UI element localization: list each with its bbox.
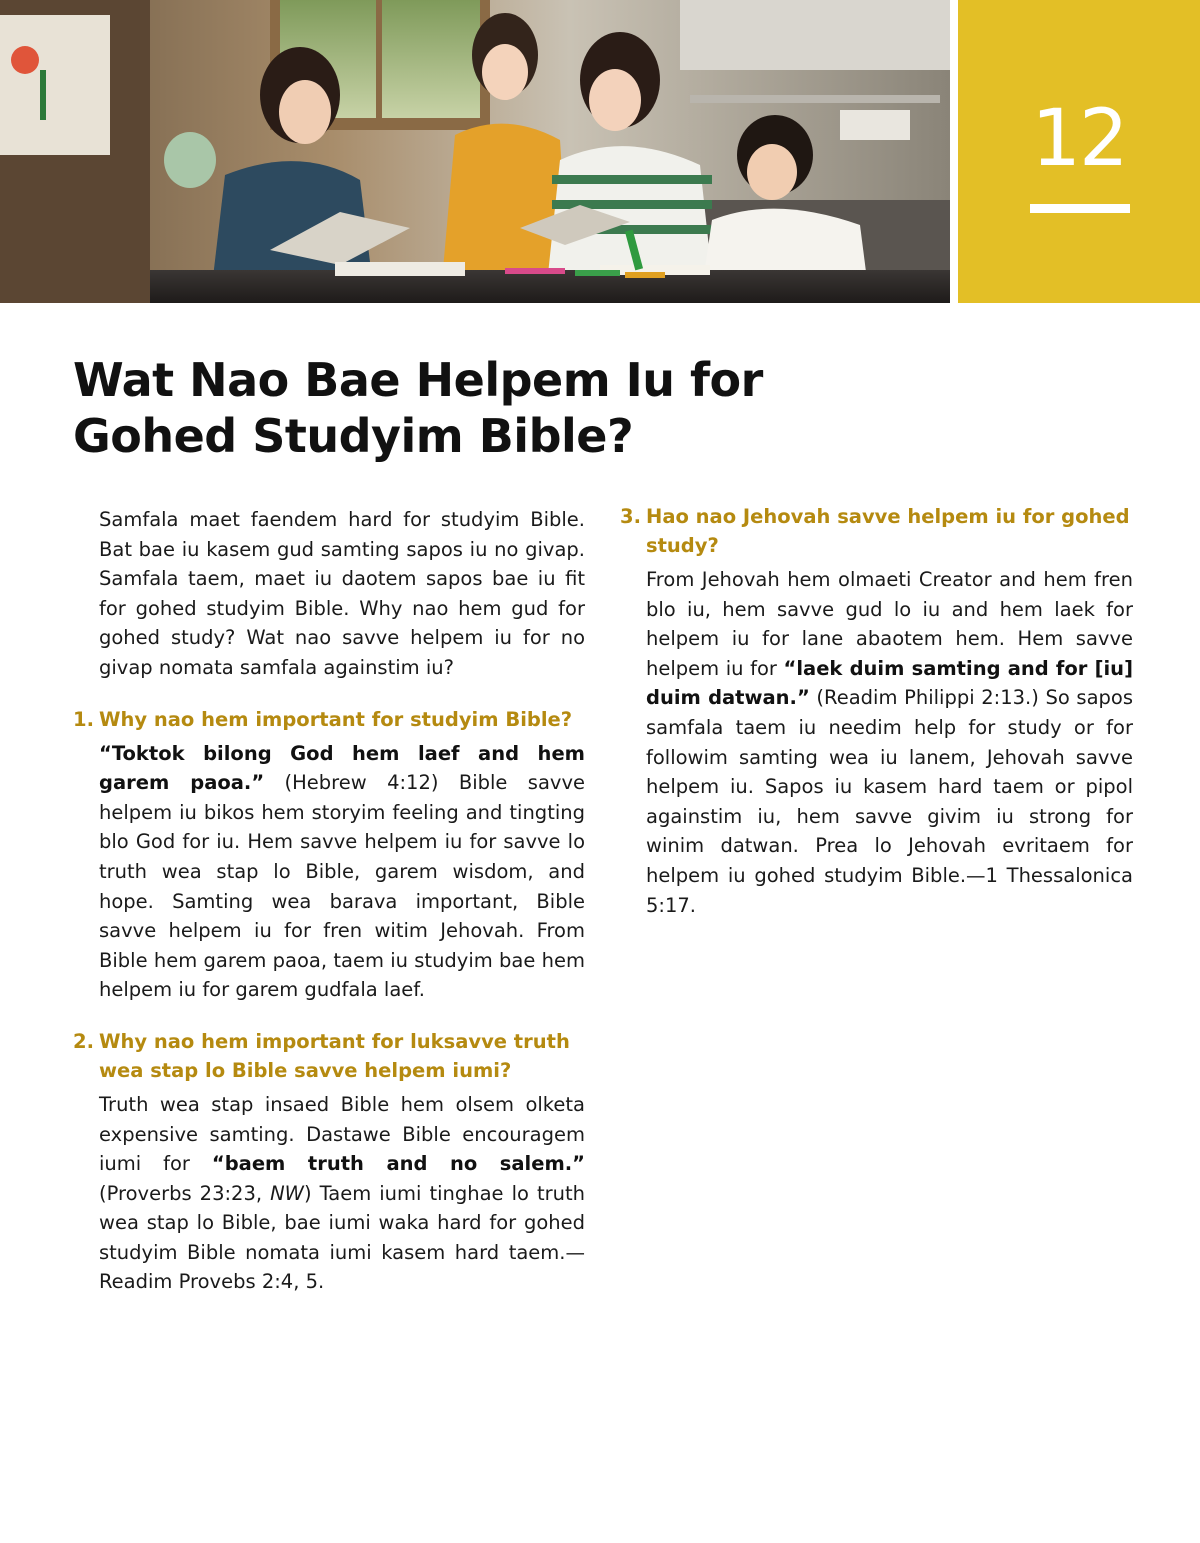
answer-2-body-mid: (Proverbs 23:23,	[99, 1181, 271, 1205]
question-1-number: 1.	[73, 707, 94, 731]
lesson-number-badge	[958, 0, 1200, 303]
lesson-number: 12	[1031, 94, 1127, 184]
answer-3-body-start: From Jehovah hem olmaeti Creator and hem fren blo iu, hem savve gud lo iu and hem laek for helpem iu for lane abaotem hem. Hem savve helpem iu for	[646, 568, 1133, 680]
answer-2-body-start: Truth wea stap insaed Bible hem olsem olketa expensive samting. Dastawe Bible encouragem iumi for	[99, 1092, 585, 1176]
question-1-heading	[73, 705, 585, 734]
hero-photo	[0, 0, 950, 303]
answer-2-quote: “baem truth and no salem.”	[211, 1152, 586, 1176]
answer-3-paragraph	[646, 565, 1133, 920]
question-3-text: Hao nao Jehovah savve helpem iu for gohed study?	[646, 505, 1130, 557]
answer-1-body: (Hebrew 4:12) Bible savve helpem iu bikos hem storyim feeling and tingting blo God for iu. Hem savve helpem iu for savve lo truth wea stap lo Bible, garem wisdom, and hope. Samting wea barava important, Bible savve helpem iu for fren witim Jehovah. From Bible hem garem paoa, taem iu studyim bae hem helpem iu for garem gudfala laef.	[99, 771, 585, 1002]
intro-paragraph: Samfala maet faendem hard for studyim Bible. Bat bae iu kasem gud samting sapos iu no givap. Samfala taem, maet iu daotem sapos bae iu fit for gohed studyim Bible. Why nao hem gud for gohed study? Wat nao savve helpem iu for no givap nomata samfala againstim iu?	[99, 508, 585, 679]
page-title	[73, 352, 873, 464]
question-2-text: Why nao hem important for luksavve truth wea stap lo Bible savve helpem iumi?	[99, 1029, 570, 1082]
question-2-block	[73, 1027, 585, 1297]
question-3-heading	[620, 502, 1133, 560]
answer-2-italic: NW	[270, 1181, 304, 1205]
question-2-heading	[73, 1027, 585, 1085]
badge-underline	[1030, 204, 1130, 213]
answer-3-quote: “laek duim samting and for [iu] duim datwan.”	[646, 656, 1133, 710]
answer-2-body-end: ) Taem iumi tinghae lo truth wea stap lo Bible, bae iumi waka hard for gohed studyim Bible nomata iumi kasem hard taem.—Readim Provebs 2:4, 5.	[99, 1181, 585, 1294]
title-line-2: Gohed Studyim Bible?	[73, 409, 634, 463]
question-3-block	[620, 502, 1133, 920]
left-column	[73, 505, 585, 1297]
answer-3-body-end: (Readim Philippi 2:13.) So sapos samfala taem iu needim help for study or for followim samting wea iu lanem, Jehovah savve helpem iu. Sapos iu kasem hard taem or pipol againstim iu, hem savve givim iu strong for winim datwan. Prea lo Jehovah evritaem for helpem iu gohed studyim Bible.—1 Thessalonica 5:17.	[646, 686, 1133, 917]
family-bible-study-illustration	[0, 0, 950, 303]
question-1-block	[73, 705, 585, 1005]
answer-1-paragraph	[99, 739, 585, 1005]
question-1-text: Why nao hem important for studyim Bible?	[99, 707, 573, 731]
answer-1-quote: “Toktok bilong God hem laef and hem garem paoa.”	[99, 741, 585, 795]
question-3-number: 3.	[620, 505, 641, 528]
title-line-1: Wat Nao Bae Helpem Iu for	[73, 353, 763, 407]
right-column	[620, 505, 1133, 920]
question-2-number: 2.	[73, 1029, 94, 1053]
answer-2-paragraph	[99, 1090, 585, 1297]
